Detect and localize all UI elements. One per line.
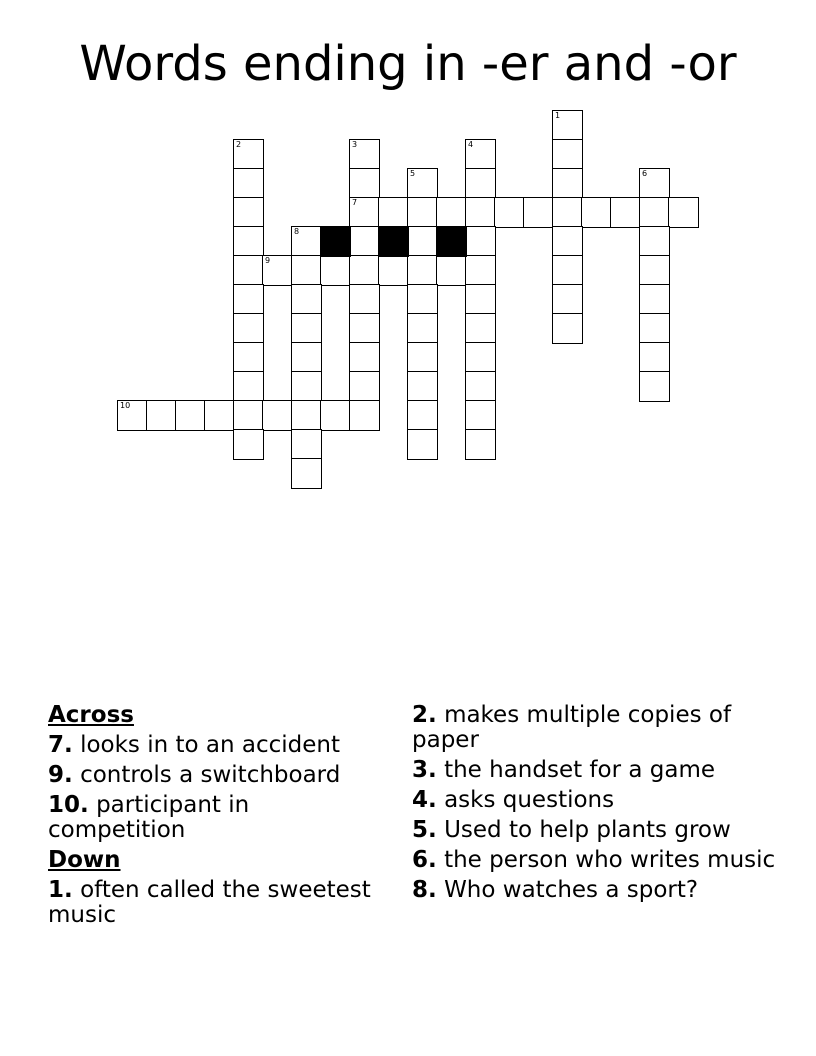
grid-cell[interactable] <box>552 313 583 344</box>
grid-cell[interactable] <box>639 226 670 257</box>
grid-cell[interactable] <box>349 313 380 344</box>
clue-down-8 <box>412 878 792 903</box>
grid-cell[interactable] <box>610 197 641 228</box>
grid-cell[interactable] <box>233 139 264 170</box>
crossword-grid <box>0 0 816 520</box>
grid-cell[interactable] <box>233 255 264 286</box>
grid-cell[interactable] <box>465 371 496 402</box>
grid-cell[interactable] <box>117 400 148 431</box>
grid-cell[interactable] <box>465 226 496 257</box>
grid-cell[interactable] <box>552 255 583 286</box>
grid-cell[interactable] <box>523 197 554 228</box>
clue-across-9 <box>48 763 378 788</box>
grid-cell[interactable] <box>639 313 670 344</box>
clue-number: 2. <box>412 702 437 728</box>
grid-cell[interactable] <box>465 139 496 170</box>
grid-cell[interactable] <box>552 226 583 257</box>
grid-cell[interactable] <box>407 429 438 460</box>
grid-cell[interactable] <box>320 400 351 431</box>
grid-cell[interactable] <box>407 342 438 373</box>
clue-down-5 <box>412 818 792 843</box>
grid-cell[interactable] <box>291 371 322 402</box>
clue-down-3 <box>412 758 792 783</box>
grid-cell[interactable] <box>349 226 380 257</box>
clue-number-label: 8 <box>294 227 300 236</box>
grid-cell[interactable] <box>378 197 409 228</box>
grid-cell[interactable] <box>291 284 322 315</box>
grid-cell[interactable] <box>552 110 583 141</box>
grid-cell[interactable] <box>407 284 438 315</box>
grid-cell[interactable] <box>233 342 264 373</box>
grid-cell[interactable] <box>407 400 438 431</box>
grid-cell[interactable] <box>639 342 670 373</box>
grid-cell[interactable] <box>494 197 525 228</box>
across-heading: Across <box>48 702 134 728</box>
black-square <box>378 226 409 257</box>
clue-number: 5. <box>412 817 437 843</box>
clue-down-4 <box>412 788 792 813</box>
clue-text: looks in to an accident <box>80 732 340 758</box>
grid-cell[interactable] <box>262 400 293 431</box>
clue-text: asks questions <box>444 787 615 813</box>
grid-cell[interactable] <box>349 284 380 315</box>
grid-cell[interactable] <box>349 255 380 286</box>
clue-number-label: 1 <box>555 111 561 120</box>
clue-number-label: 10 <box>120 401 131 410</box>
grid-cell[interactable] <box>552 284 583 315</box>
grid-cell[interactable] <box>233 371 264 402</box>
clue-number: 3. <box>412 757 437 783</box>
clue-number: 10. <box>48 792 89 818</box>
clue-down-1 <box>48 878 378 928</box>
clue-text: the person who writes music <box>444 847 776 873</box>
black-square <box>320 226 351 257</box>
clue-number: 1. <box>48 877 73 903</box>
grid-cell[interactable] <box>233 400 264 431</box>
clue-text: Used to help plants grow <box>444 817 731 843</box>
clues-right-column <box>412 703 792 908</box>
grid-cell[interactable] <box>233 429 264 460</box>
grid-cell[interactable] <box>349 400 380 431</box>
grid-cell[interactable] <box>291 342 322 373</box>
grid-cell[interactable] <box>262 255 293 286</box>
clue-number-label: 5 <box>410 169 416 178</box>
clue-number-label: 6 <box>642 169 648 178</box>
clue-text: Who watches a sport? <box>444 877 699 903</box>
grid-cell[interactable] <box>233 226 264 257</box>
clue-number-label: 7 <box>352 198 358 207</box>
clue-text: controls a switchboard <box>80 762 341 788</box>
clue-text: often called the sweetest music <box>48 877 371 928</box>
grid-cell[interactable] <box>465 284 496 315</box>
down-heading: Down <box>48 847 121 873</box>
grid-cell[interactable] <box>349 342 380 373</box>
grid-cell[interactable] <box>407 168 438 199</box>
grid-cell[interactable] <box>465 400 496 431</box>
clue-text: the handset for a game <box>444 757 716 783</box>
grid-cell[interactable] <box>552 168 583 199</box>
clue-down-6 <box>412 848 792 873</box>
clues-left-column <box>48 703 378 933</box>
clue-down-2 <box>412 703 792 753</box>
clue-number-label: 3 <box>352 140 358 149</box>
grid-cell[interactable] <box>349 139 380 170</box>
grid-cell[interactable] <box>639 284 670 315</box>
clue-number-label: 2 <box>236 140 242 149</box>
grid-cell[interactable] <box>581 197 612 228</box>
grid-cell[interactable] <box>233 313 264 344</box>
clue-across-10 <box>48 793 378 843</box>
grid-cell[interactable] <box>407 197 438 228</box>
grid-cell[interactable] <box>291 458 322 489</box>
grid-cell[interactable] <box>552 197 583 228</box>
grid-cell[interactable] <box>233 284 264 315</box>
grid-cell[interactable] <box>465 429 496 460</box>
grid-cell[interactable] <box>291 255 322 286</box>
grid-cell[interactable] <box>639 371 670 402</box>
grid-cell[interactable] <box>407 255 438 286</box>
clue-number: 7. <box>48 732 73 758</box>
grid-cell[interactable] <box>175 400 206 431</box>
grid-cell[interactable] <box>436 197 467 228</box>
grid-cell[interactable] <box>233 168 264 199</box>
grid-cell[interactable] <box>407 226 438 257</box>
grid-cell[interactable] <box>436 255 467 286</box>
clue-number-label: 9 <box>265 256 271 265</box>
grid-cell[interactable] <box>233 197 264 228</box>
grid-cell[interactable] <box>349 197 380 228</box>
clue-number: 9. <box>48 762 73 788</box>
clue-text: makes multiple copies of paper <box>412 702 732 753</box>
grid-cell[interactable] <box>378 255 409 286</box>
grid-cell[interactable] <box>349 371 380 402</box>
clue-number: 8. <box>412 877 437 903</box>
grid-cell[interactable] <box>291 400 322 431</box>
clue-number-label: 4 <box>468 140 474 149</box>
grid-cell[interactable] <box>291 429 322 460</box>
page-title: Words ending in -er and -or <box>79 36 737 92</box>
grid-cell[interactable] <box>465 168 496 199</box>
grid-cell[interactable] <box>407 371 438 402</box>
grid-cell[interactable] <box>639 168 670 199</box>
clue-across-7 <box>48 733 378 758</box>
grid-cell[interactable] <box>465 313 496 344</box>
grid-cell[interactable] <box>204 400 235 431</box>
grid-cell[interactable] <box>552 139 583 170</box>
grid-cell[interactable] <box>320 255 351 286</box>
black-square <box>436 226 467 257</box>
grid-cell[interactable] <box>465 255 496 286</box>
grid-cell[interactable] <box>291 226 322 257</box>
clue-text: participant in competition <box>48 792 250 843</box>
grid-cell[interactable] <box>465 342 496 373</box>
grid-cell[interactable] <box>291 313 322 344</box>
grid-cell[interactable] <box>668 197 699 228</box>
grid-cell[interactable] <box>407 313 438 344</box>
grid-cell[interactable] <box>146 400 177 431</box>
grid-cell[interactable] <box>639 197 670 228</box>
clue-number: 6. <box>412 847 437 873</box>
grid-cell[interactable] <box>349 168 380 199</box>
grid-cell[interactable] <box>465 197 496 228</box>
grid-cell[interactable] <box>639 255 670 286</box>
clue-number: 4. <box>412 787 437 813</box>
